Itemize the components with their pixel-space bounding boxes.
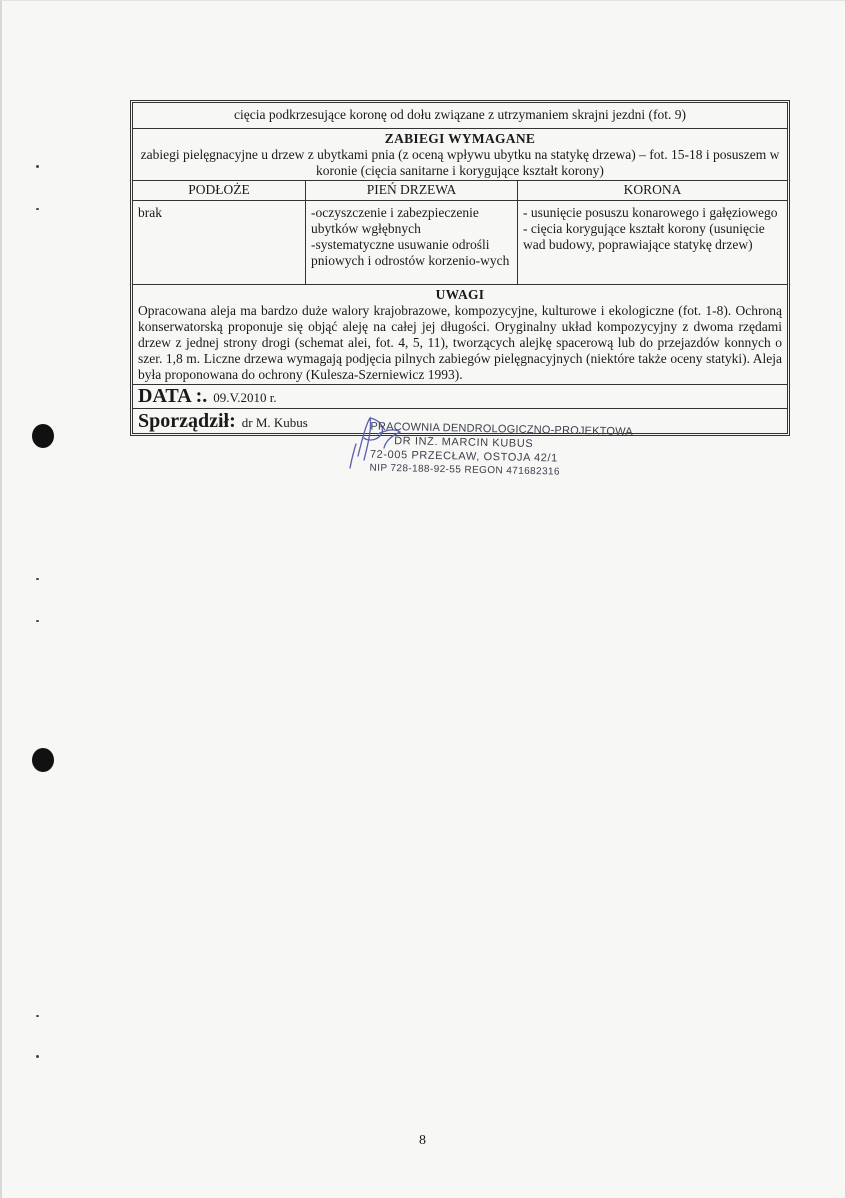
required-treatments-row — [133, 129, 787, 181]
column-header-pien: PIEŃ DRZEWA — [306, 181, 518, 200]
column-header-korona: KORONA — [623, 182, 682, 197]
cuts-note: cięcia podkrzesujące koronę od dołu związane z utrzymaniem skrajni jezdni (fot. 9) — [233, 107, 687, 122]
date-label: DATA :. — [138, 385, 208, 407]
assessment-table — [130, 100, 790, 436]
korona-item: - usunięcie posuszu konarowego i gałęziowego — [523, 205, 778, 220]
pien-item: -systematyczne usuwanie odrośli pniowych i odrostów korzenio-wych — [311, 237, 510, 268]
required-text: zabiegi pielęgnacyjne u drzew z ubytkami pnia (z oceną wpływu ubytku na statykę drzewa) – fot. 15-18 i posuszem w koronie (cięcia sanitarne i korygujące kształt korony) — [140, 147, 780, 178]
required-title: ZABIEGI WYMAGANE — [384, 131, 536, 146]
author-label: Sporządził: — [138, 410, 236, 432]
scan-speck — [36, 165, 39, 168]
korona-item: - cięcia korygujące kształt korony (usunięcie wad budowy, poprawiające statykę drzew) — [523, 221, 765, 252]
remarks-text: Opracowana aleja ma bardzo duże walory krajobrazowe, kompozycyjne, kulturowe i ekologiczne (fot. 1-8). Ochroną konserwatorską proponuje się objąć aleję na całej jej długości. Oryginalny układ kompozycyjny z dwoma rzędami drzew z jednej strony drogi (schemat alei, fot. 4, 5, 11), tworzących alejkę spacerową lub do przejazdów konnych o szer. 1,8 m. Liczne drzewa wymagają podjęcia pilnych zabiegów pielęgnacyjnych (niektóre także oceny statyki). Aleja była proponowana do ochrony (Kulesza-Szerniewicz 1993). — [138, 303, 782, 382]
scan-speck — [36, 620, 39, 622]
stamp-line-ids: NIP 728-188-92-55 REGON 471682316 — [369, 462, 561, 478]
scan-speck — [36, 1015, 39, 1017]
remarks-row — [133, 285, 787, 385]
punch-hole-top — [32, 424, 54, 448]
remarks-title: UWAGI — [435, 287, 485, 302]
stamp-line-address: 72-005 PRZECŁAW, OSTOJA 42/1 — [369, 448, 558, 465]
company-stamp — [369, 420, 634, 481]
korona-cell — [518, 201, 787, 284]
date-value: 09.V.2010 r. — [213, 390, 277, 405]
author-value: dr M. Kubus — [241, 415, 308, 430]
column-header-podloze: PODŁOŻE — [133, 181, 306, 200]
stamp-line-company: PRACOWNIA DENDROLOGICZNO-PROJEKTOWA — [370, 420, 634, 439]
pien-item: -oczyszczenie i zabezpieczenie ubytków wgłębnych — [311, 205, 479, 236]
cuts-note-row — [133, 103, 787, 129]
columns-header-row — [133, 181, 787, 201]
page-number: 8 — [419, 1133, 426, 1148]
pien-cell — [306, 201, 518, 284]
punch-hole-bottom — [32, 748, 54, 772]
scan-speck — [36, 578, 39, 580]
stamp-line-name: DR INŻ. MARCIN KUBUS — [394, 435, 534, 451]
scan-speck — [36, 1055, 39, 1058]
columns-body-row — [133, 201, 787, 285]
date-row — [133, 385, 787, 409]
podloze-cell: brak — [133, 201, 306, 284]
scan-speck — [36, 208, 39, 210]
